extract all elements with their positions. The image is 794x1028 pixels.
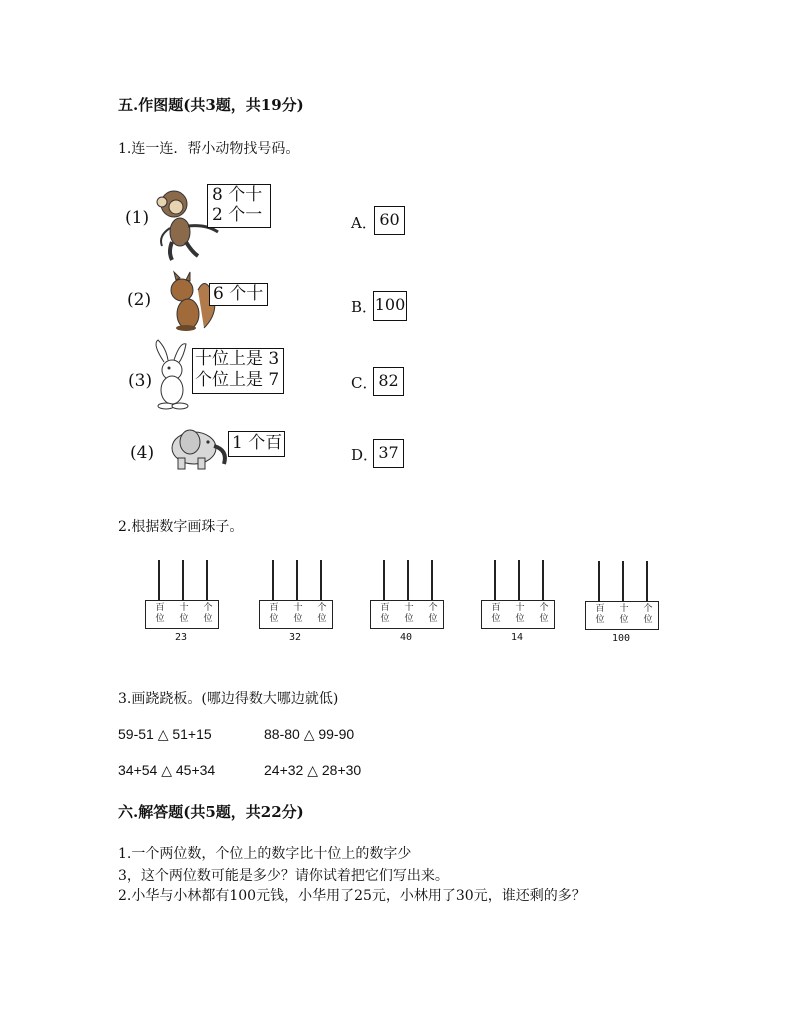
abacus-number: 23 xyxy=(174,632,188,643)
clue-line: 6 个十 xyxy=(213,284,264,304)
option-letter-d: D． xyxy=(351,446,379,464)
clue-line: 1 个百 xyxy=(232,433,283,453)
place-label-char: 位 xyxy=(380,614,390,624)
abacus-rod xyxy=(622,561,624,601)
place-label-char: 位 xyxy=(491,614,501,624)
abacus-rod xyxy=(158,560,160,600)
place-label xyxy=(617,604,631,626)
option-box-a: 60 xyxy=(374,206,405,235)
option-box-b: 100 xyxy=(373,291,407,321)
place-label-char: 位 xyxy=(539,614,549,624)
place-label xyxy=(177,603,191,625)
clue-line: 个位上是 7 xyxy=(195,370,280,390)
place-label-char: 十 xyxy=(404,603,414,613)
place-label xyxy=(489,603,503,625)
place-label-char: 位 xyxy=(428,614,438,624)
abacus-base xyxy=(145,600,219,629)
question-2-text: 2.根据数字画珠子。 xyxy=(118,519,244,535)
seesaw-expression: 59-51 △ 51+15 xyxy=(118,726,212,742)
place-label xyxy=(641,604,655,626)
place-label-char: 百 xyxy=(380,603,390,613)
option-letter-b: B． xyxy=(351,298,378,316)
problem-1-line-1: 1.一个两位数，个位上的数字比十位上的数字少 xyxy=(118,846,412,862)
place-label-char: 位 xyxy=(155,614,165,624)
abacus-rod xyxy=(518,560,520,600)
question-1-text: 1.连一连．帮小动物找号码。 xyxy=(118,141,300,157)
place-label-char: 百 xyxy=(595,604,605,614)
place-label-char: 百 xyxy=(269,603,279,613)
option-letter-c: C． xyxy=(351,374,378,392)
abacus-rod xyxy=(182,560,184,600)
problem-2-text: 2.小华与小林都有100元钱，小华用了25元，小林用了30元，谁还剩的多？ xyxy=(118,888,586,904)
clue-box-3 xyxy=(192,348,284,394)
place-label xyxy=(153,603,167,625)
option-box-d: 37 xyxy=(373,439,404,468)
place-label-char: 个 xyxy=(317,603,327,613)
clue-box-4 xyxy=(228,431,285,457)
place-label-char: 位 xyxy=(643,615,653,625)
abacus-rod xyxy=(296,560,298,600)
place-label xyxy=(402,603,416,625)
place-label-char: 位 xyxy=(203,614,213,624)
clue-box-2 xyxy=(209,283,268,306)
abacus-base xyxy=(585,601,659,630)
place-label-char: 个 xyxy=(643,604,653,614)
option-letter-a: A． xyxy=(351,214,377,232)
abacus-number: 100 xyxy=(611,633,631,644)
place-label xyxy=(513,603,527,625)
place-label-char: 位 xyxy=(515,614,525,624)
abacus-rod xyxy=(206,560,208,600)
place-label-char: 个 xyxy=(428,603,438,613)
abacus xyxy=(370,560,446,630)
clue-box-1 xyxy=(207,184,271,228)
place-label-char: 位 xyxy=(179,614,189,624)
place-label-char: 十 xyxy=(293,603,303,613)
abacus-rod xyxy=(494,560,496,600)
abacus-base xyxy=(481,600,555,629)
place-label-char: 百 xyxy=(155,603,165,613)
abacus-rod xyxy=(407,560,409,600)
place-label xyxy=(291,603,305,625)
clue-line: 8 个十 xyxy=(212,185,263,205)
place-label-char: 位 xyxy=(269,614,279,624)
rabbit-icon xyxy=(146,338,196,412)
place-label-char: 百 xyxy=(491,603,501,613)
section-5-title: 五.作图题(共3题，共19分) xyxy=(118,96,304,114)
place-label-char: 个 xyxy=(539,603,549,613)
abacus-rod xyxy=(383,560,385,600)
place-label-char: 十 xyxy=(179,603,189,613)
place-label-char: 位 xyxy=(293,614,303,624)
place-label xyxy=(267,603,281,625)
seesaw-expression: 34+54 △ 45+34 xyxy=(118,762,216,778)
place-label xyxy=(426,603,440,625)
elephant-icon xyxy=(168,424,232,472)
abacus-number: 32 xyxy=(288,632,302,643)
abacus-rod xyxy=(320,560,322,600)
abacus xyxy=(585,561,661,631)
place-label-char: 位 xyxy=(619,615,629,625)
abacus-number: 40 xyxy=(399,632,413,643)
abacus-number: 14 xyxy=(510,632,524,643)
place-label xyxy=(537,603,551,625)
place-label-char: 位 xyxy=(404,614,414,624)
clue-line: 十位上是 3 xyxy=(195,349,280,369)
seesaw-expression: 24+32 △ 28+30 xyxy=(264,762,362,778)
abacus-rod xyxy=(272,560,274,600)
question-3-text: 3.画跷跷板。(哪边得数大哪边就低) xyxy=(118,691,339,707)
abacus-base xyxy=(259,600,333,629)
place-label-char: 十 xyxy=(619,604,629,614)
clue-line: 2 个一 xyxy=(212,205,263,225)
place-label xyxy=(593,604,607,626)
place-label xyxy=(378,603,392,625)
place-label xyxy=(201,603,215,625)
place-label xyxy=(315,603,329,625)
section-6-title: 六.解答题(共5题，共22分) xyxy=(118,803,304,821)
abacus xyxy=(259,560,335,630)
option-box-c: 82 xyxy=(373,367,404,396)
place-label-char: 个 xyxy=(203,603,213,613)
place-label-char: 十 xyxy=(515,603,525,613)
place-label-char: 位 xyxy=(595,615,605,625)
abacus xyxy=(145,560,221,630)
abacus-rod xyxy=(646,561,648,601)
abacus-base xyxy=(370,600,444,629)
place-label-char: 位 xyxy=(317,614,327,624)
seesaw-expression: 88-80 △ 99-90 xyxy=(264,726,355,742)
item-number-3: (3) xyxy=(128,371,153,391)
problem-1-line-2: 3，这个两位数可能是多少？请你试着把它们写出来。 xyxy=(118,868,449,884)
item-number-1: (1) xyxy=(125,208,150,228)
item-number-2: (2) xyxy=(127,290,152,310)
abacus xyxy=(481,560,557,630)
abacus-rod xyxy=(431,560,433,600)
item-number-4: (4) xyxy=(130,443,155,463)
abacus-rod xyxy=(598,561,600,601)
abacus-rod xyxy=(542,560,544,600)
